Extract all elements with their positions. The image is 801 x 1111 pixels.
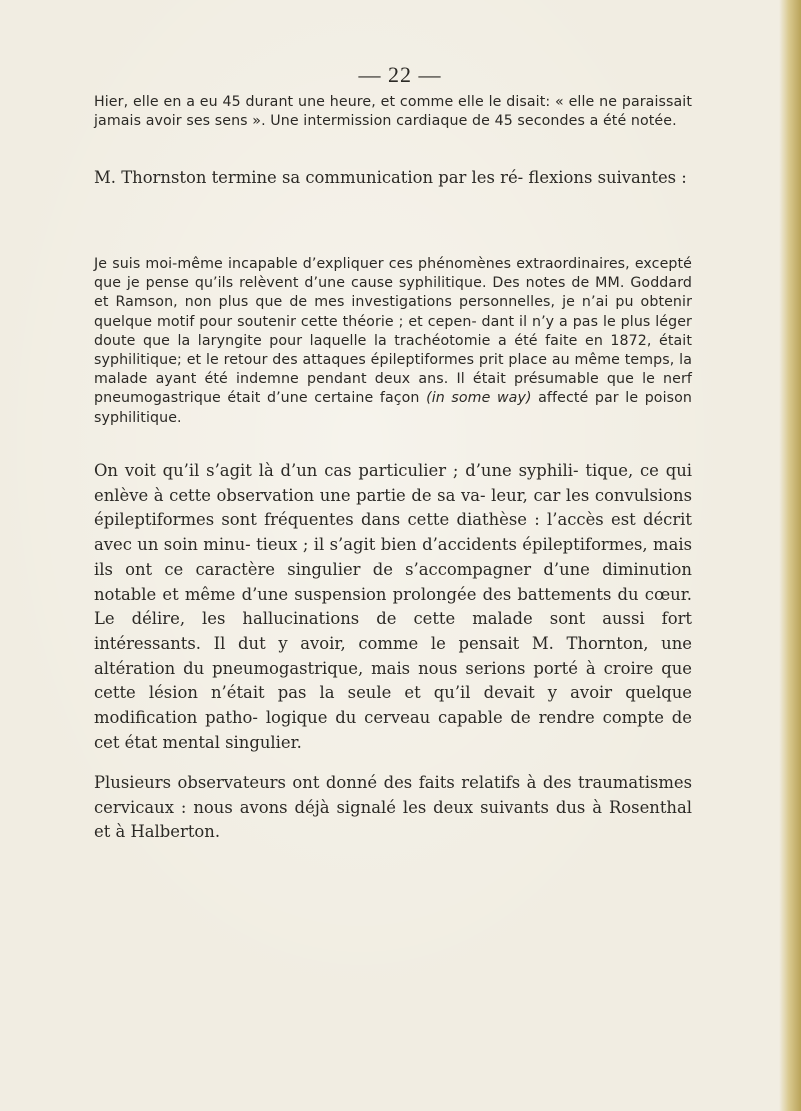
page-number: — 22 — bbox=[358, 62, 442, 87]
page-edge-shadow bbox=[779, 0, 801, 1111]
reflections-english-phrase: (in some way) bbox=[426, 390, 532, 407]
reflections-text-start: Je suis moi-même incapable d’expliquer ces phénomènes extraordinaires, excepté que je pense qu’ils relèvent d’une cause syphilitique. Des notes de MM. Goddard et Ramson, non plus que de mes investigations personnelles, je n’ai pu obtenir quelque motif pour soutenir cette théorie ; et cepen- dant il n’y a pas le plus léger doute que la laryngite pour laquelle la trachéotomie a été faite en 1872, était syphilitique; et le retour des attaques épileptiformes prit place au même temps, la malade ayant été indemne pendant deux ans. Il était présumable que le nerf pneumogastrique était d’une certaine façon bbox=[94, 256, 692, 407]
paragraph-observation-end: Hier, elle en a eu 45 durant une heure, et comme elle le disait: « elle ne paraissait jamais avoir ses sens ». Une intermission cardiaque de 45 secondes a été notée. bbox=[94, 94, 692, 130]
paragraph-commentary: On voit qu’il s’agit là d’un cas particulier ; d’une syphili- tique, ce qui enlève à cette observation une partie de sa va- leur, car les convulsions épileptiformes sont fréquentes dans cette diathèse : l’accès est décrit avec un soin minu- tieux ; il s’agit bien d’accidents épileptiformes, mais ils ont ce caractère singulier de s’accompagner d’une diminution notable et même d’une suspension prolongée des battements du cœur. Le délire, les hallucinations de cette malade sont aussi fort intéressants. Il dut y avoir, comme le pensait M. Thornton, une altération du pneumogastrique, mais nous serions porté à croire que cette lésion n’était pas la seule et qu’il devait y avoir quelque modification patho- logique du cerveau capable de rendre compte de cet état mental singulier. bbox=[94, 461, 692, 752]
paragraph-cervical-traumatisms: Plusieurs observateurs ont donné des faits relatifs à des traumatismes cervicaux : nous avons déjà signalé les deux suivants dus à Rosenthal et à Halberton. bbox=[94, 773, 692, 842]
paragraph-thornston-reflections bbox=[94, 255, 692, 428]
reflections-text-end: affecté par le poison syphilitique. bbox=[94, 390, 692, 426]
paragraph-thornston-intro: M. Thornston termine sa communication par les ré- flexions suivantes : bbox=[94, 168, 687, 187]
